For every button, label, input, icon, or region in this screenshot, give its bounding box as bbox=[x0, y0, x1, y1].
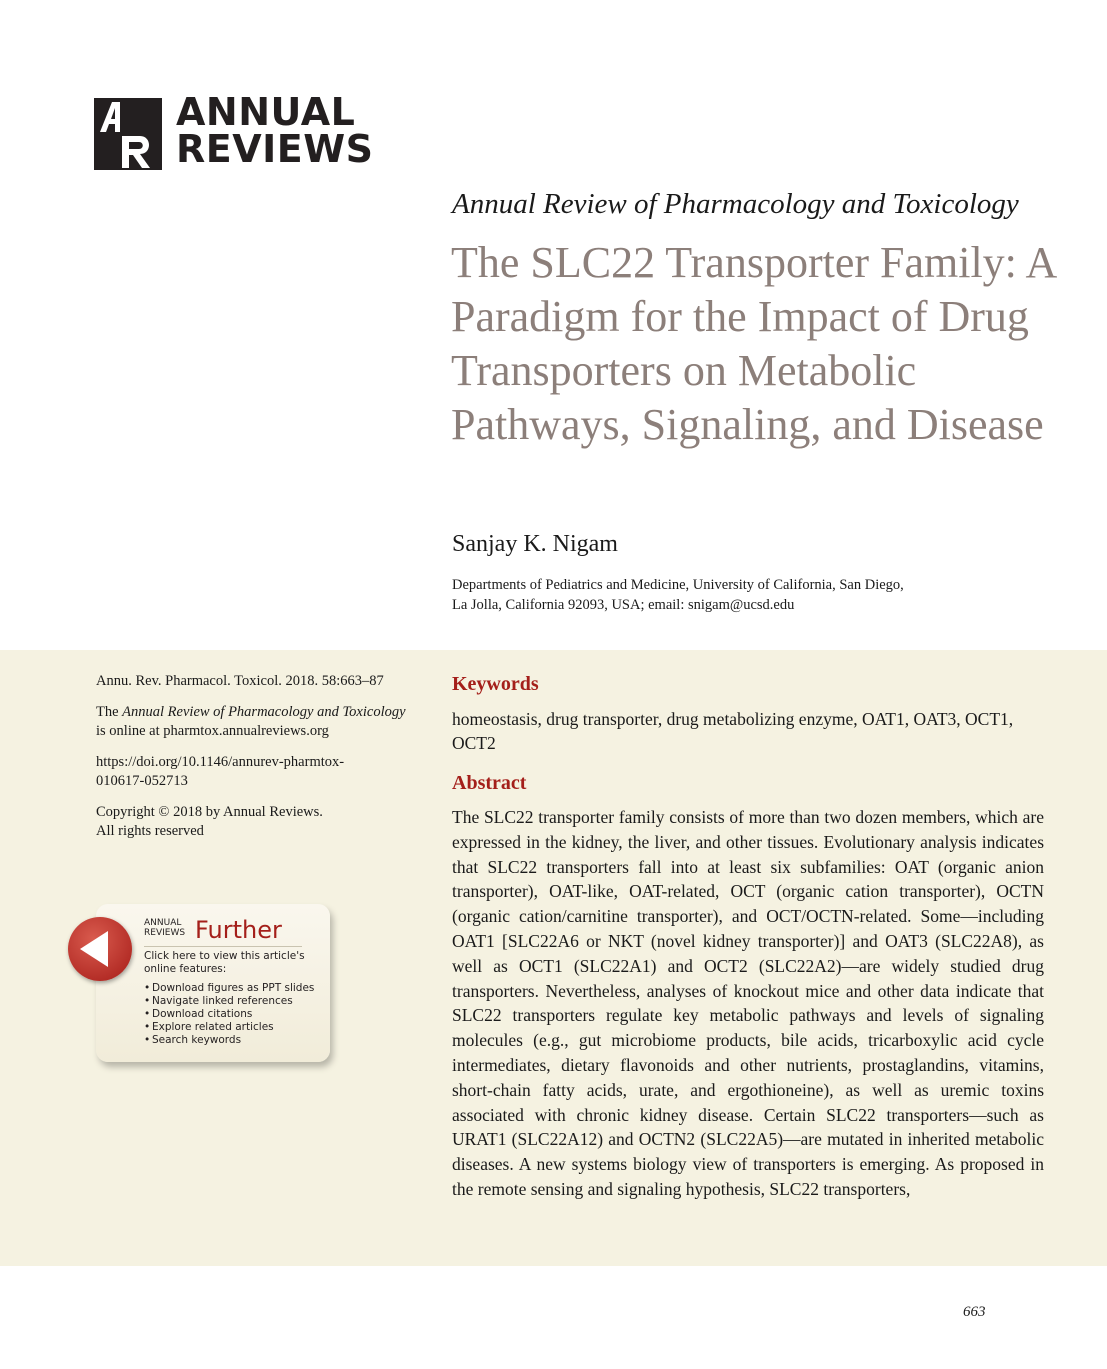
further-feature-list bbox=[144, 982, 324, 1047]
affiliation-line1: Departments of Pediatrics and Medicine, University of California, San Diego, bbox=[452, 577, 904, 593]
ar-logo-icon bbox=[94, 98, 162, 170]
click-here-link[interactable]: Click here bbox=[144, 950, 197, 962]
further-brand bbox=[144, 918, 194, 938]
copyright-line1: Copyright © 2018 by Annual Reviews. bbox=[96, 804, 323, 820]
abstract-text: The SLC22 transporter family consists of more than two dozen members, which are expressed in the kidney, the liver, and other tissues. Evolutionary analysis indicates that SLC22 transporters fall into at least six subfamilies: OAT (organic anion transporter), OAT-like, OAT-related, OCT (organic cation transporter), OCTN (organic cation/carnitine transporter), and OCT/OCTN-related. Some—including OAT1 [SLC22A6 or NKT (novel kidney transporter)] and OAT3 (SLC22A8), as well as OCT1 (SLC22A1) and OCT2 (SLC22A2)—are widely studied drug transporters. Nevertheless, analyses of knockout mice and other data indicate that SLC22 transporters regulate key metabolic pathways and levels of signaling molecules (e.g., gut microbiome products, bile acids, tricarboxylic acid cycle intermediates, dietary flavonoids and other nutrients, prostaglandins, vitamins, short-chain fatty acids, urate, and ergothioneine), as well as uremic toxins associated with chronic kidney disease. Certain SLC22 transporters—such as URAT1 (SLC22A12) and OCTN2 (SLC22A5)—are mutated in inherited metabolic diseases. A new systems biology view of transporters is emerging. As proposed in the remote sensing and signaling hypothesis, SLC22 transporters, bbox=[452, 807, 1044, 1199]
play-arrow-icon bbox=[80, 931, 108, 967]
affiliation bbox=[452, 575, 1052, 615]
journal-name: Annual Review of Pharmacology and Toxicology bbox=[452, 188, 1019, 220]
logo-line1: ANNUAL bbox=[176, 90, 356, 134]
online-journal: Annual Review of Pharmacology and Toxicology bbox=[122, 704, 406, 720]
affiliation-line2: La Jolla, California 92093, USA; email: snigam@ucsd.edu bbox=[452, 597, 795, 613]
abstract-heading: Abstract bbox=[452, 772, 527, 794]
keywords-heading: Keywords bbox=[452, 673, 539, 695]
online-suffix[interactable]: is online at pharmtox.annualreviews.org bbox=[96, 723, 329, 739]
further-item[interactable]: • Download citations bbox=[144, 1008, 324, 1021]
logo-line2: REVIEWS bbox=[176, 127, 374, 171]
copyright bbox=[96, 803, 416, 841]
further-brand-line1: ANNUAL bbox=[144, 918, 182, 928]
article-title: The SLC22 Transporter Family: A Paradigm for the Impact of Drug Transporters on Metabolic Pathways, Signaling, and Disease bbox=[451, 238, 1055, 449]
logo-wordmark bbox=[176, 90, 374, 171]
further-title: Further bbox=[195, 916, 282, 944]
online-prefix: The bbox=[96, 704, 119, 720]
author-name: Sanjay K. Nigam bbox=[452, 531, 618, 557]
doi-line2[interactable]: 010617-052713 bbox=[96, 773, 188, 789]
further-item[interactable]: • Download figures as PPT slides bbox=[144, 982, 324, 995]
doi-link[interactable] bbox=[96, 753, 416, 791]
further-item[interactable]: • Search keywords bbox=[144, 1034, 324, 1047]
further-content bbox=[144, 950, 324, 1047]
further-item[interactable]: • Explore related articles bbox=[144, 1021, 324, 1034]
doi-line1[interactable]: https://doi.org/10.1146/annurev-pharmtox- bbox=[96, 754, 345, 770]
annual-reviews-logo bbox=[94, 90, 374, 172]
copyright-line2: All rights reserved bbox=[96, 823, 204, 839]
keywords-text: homeostasis, drug transporter, drug metabolizing enzyme, OAT1, OAT3, OCT1, OCT2 bbox=[452, 709, 1014, 753]
further-brand-line2: REVIEWS bbox=[144, 928, 186, 938]
further-intro bbox=[144, 950, 324, 976]
online-availability bbox=[96, 703, 416, 741]
further-item[interactable]: • Navigate linked references bbox=[144, 995, 324, 1008]
further-intro-text: to view this article's online features: bbox=[144, 950, 305, 975]
citation: Annu. Rev. Pharmacol. Toxicol. 2018. 58:663–87 bbox=[96, 673, 384, 689]
page-number: 663 bbox=[963, 1304, 986, 1320]
further-play-icon[interactable] bbox=[68, 917, 132, 981]
further-divider bbox=[144, 946, 302, 947]
